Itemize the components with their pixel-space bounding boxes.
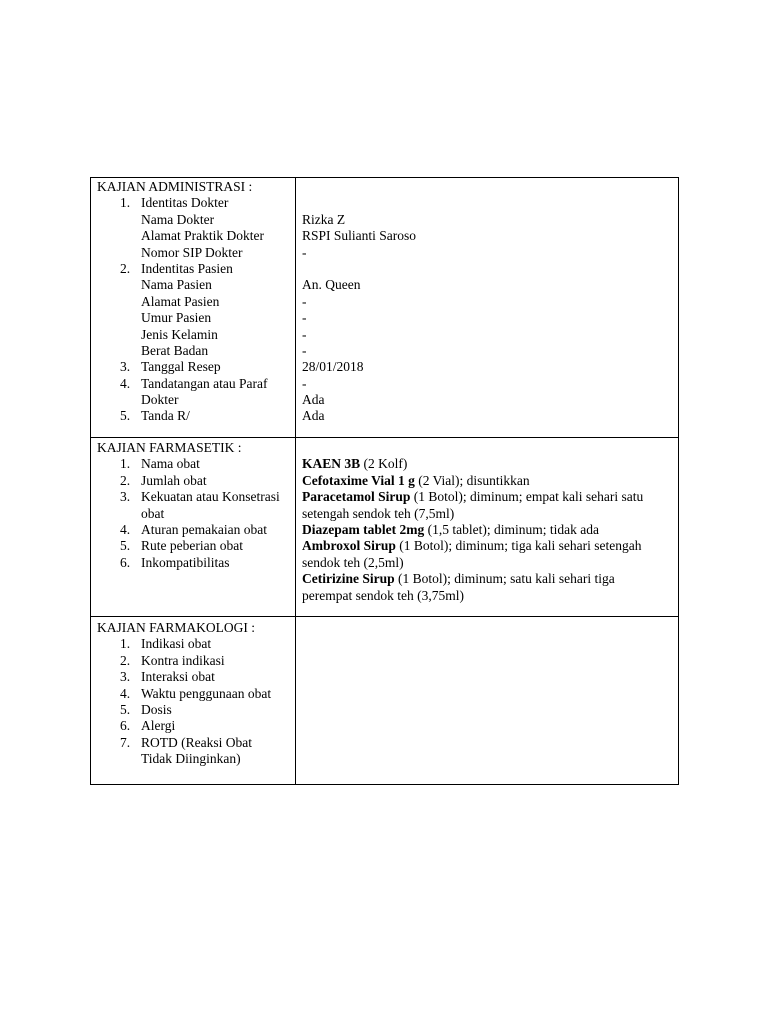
list-item-label: Jenis Kelamin [141, 326, 218, 342]
value-item: RSPI Sulianti Saroso [302, 228, 417, 244]
drug-name: Diazepam tablet 2mg [302, 521, 425, 537]
drug-line [302, 571, 643, 587]
list-item-number: 1. [120, 636, 131, 652]
table-column-divider [295, 177, 296, 785]
list-item-number: 2. [120, 260, 131, 276]
list-item-number: 7. [120, 734, 131, 750]
list-item-number: 5. [120, 408, 131, 424]
list-item-number: 1. [120, 456, 131, 472]
drug-name: KAEN 3B [302, 456, 361, 472]
list-item-label: Alamat Pasien [141, 293, 220, 309]
list-item-label: Tandatangan atau Paraf [141, 375, 268, 391]
list-item-label: Indentitas Pasien [141, 260, 233, 276]
table-border-left [90, 177, 91, 785]
drug-line [302, 473, 643, 489]
value-item: - [302, 244, 307, 260]
section-heading-administrasi: KAJIAN ADMINISTRASI : [97, 179, 253, 194]
drug-detail: (1 Botol); diminum; empat kali sehari satu [410, 489, 644, 505]
drug-detail: (1 Botol); diminum; tiga kali sehari setengah [395, 538, 642, 554]
value-item: Ada [302, 392, 325, 408]
list-item-number: 3. [120, 489, 131, 505]
list-item-label: Umur Pasien [141, 310, 212, 326]
list-item-label: Inkompatibilitas [141, 554, 230, 570]
list-item-label: Nama obat [141, 456, 200, 472]
list-item-number: 2. [120, 652, 131, 668]
drug-detail: sendok teh (2,5ml) [302, 554, 404, 570]
list-item-label: Interaksi obat [141, 669, 215, 685]
list-item-number: 4. [120, 375, 131, 391]
table-row-divider-2 [90, 616, 679, 617]
list-item-label: obat [141, 505, 165, 521]
drug-line [302, 588, 643, 604]
list-item-number: 1. [120, 195, 131, 211]
table-border-top [90, 177, 679, 178]
list-item-label: Jumlah obat [141, 472, 207, 488]
list-item-label: Tanda R/ [141, 408, 190, 424]
list-item-label: Rute peberian obat [141, 538, 243, 554]
list-item-label: Berat Badan [141, 342, 209, 358]
value-item: - [302, 293, 307, 309]
drug-line [302, 506, 643, 522]
farmasetik-values [302, 456, 643, 604]
list-item-number: 5. [120, 701, 131, 717]
administrasi-values [302, 179, 416, 425]
drug-line [302, 489, 643, 505]
drug-detail: (1,5 tablet); diminum; tidak ada [424, 521, 599, 537]
drug-detail: (2 Kolf) [360, 456, 408, 472]
table-border-right [678, 177, 679, 785]
value-item: 28/01/2018 [302, 359, 364, 375]
section-heading-farmakologi: KAJIAN FARMAKOLOGI : [97, 620, 255, 635]
list-item-number: 4. [120, 685, 131, 701]
list-item-label: Alamat Praktik Dokter [141, 228, 264, 244]
value-item: - [302, 310, 307, 326]
list-item-number: 4. [120, 521, 131, 537]
list-item-label: Nama Pasien [141, 277, 212, 293]
list-item-label: Kontra indikasi [141, 652, 225, 668]
list-item-label: Indikasi obat [141, 636, 212, 652]
list-item-number: 2. [120, 472, 131, 488]
list-item-label: Tidak Diinginkan) [141, 751, 241, 767]
drug-detail: perempat sendok teh (3,75ml) [302, 587, 464, 603]
drug-detail: (1 Botol); diminum; satu kali sehari tiga [394, 571, 615, 587]
value-item [302, 195, 416, 211]
drug-line [302, 522, 643, 538]
list-item-number: 3. [120, 359, 131, 375]
list-item-label: Kekuatan atau Konsetrasi [141, 489, 280, 505]
value-item: - [302, 342, 307, 358]
value-item [302, 179, 416, 195]
list-item-number: 6. [120, 718, 131, 734]
list-item-label: Tanggal Resep [141, 359, 221, 375]
list-item-label: Aturan pemakaian obat [141, 521, 267, 537]
value-item: Rizka Z [302, 211, 346, 227]
table-row-divider-1 [90, 437, 679, 438]
drug-detail: (2 Vial); disuntikkan [414, 472, 530, 488]
list-item-label: Dokter [141, 392, 179, 408]
list-item-number: 3. [120, 669, 131, 685]
drug-name: Cefotaxime Vial 1 g [302, 472, 415, 488]
value-item: Ada [302, 408, 325, 424]
value-item: - [302, 375, 307, 391]
drug-line [302, 538, 643, 554]
list-item-label: Nama Dokter [141, 211, 215, 227]
list-item-label: Identitas Dokter [141, 195, 229, 211]
section-heading-farmasetik: KAJIAN FARMASETIK : [97, 440, 242, 455]
drug-name: Cetirizine Sirup [302, 571, 395, 587]
drug-detail: setengah sendok teh (7,5ml) [302, 505, 455, 521]
drug-line [302, 456, 643, 472]
value-item [302, 261, 416, 277]
drug-name: Ambroxol Sirup [302, 538, 396, 554]
list-item-label: Dosis [141, 701, 172, 717]
list-item-number: 5. [120, 538, 131, 554]
list-item-label: Waktu penggunaan obat [141, 685, 272, 701]
table-border-bottom [90, 784, 679, 785]
drug-line [302, 555, 643, 571]
value-item: - [302, 326, 307, 342]
list-item-label: Nomor SIP Dokter [141, 244, 243, 260]
drug-name: Paracetamol Sirup [302, 489, 411, 505]
value-item: An. Queen [302, 277, 361, 293]
list-item-label: ROTD (Reaksi Obat [141, 734, 252, 750]
list-item-label: Alergi [141, 718, 176, 734]
list-item-number: 6. [120, 554, 131, 570]
